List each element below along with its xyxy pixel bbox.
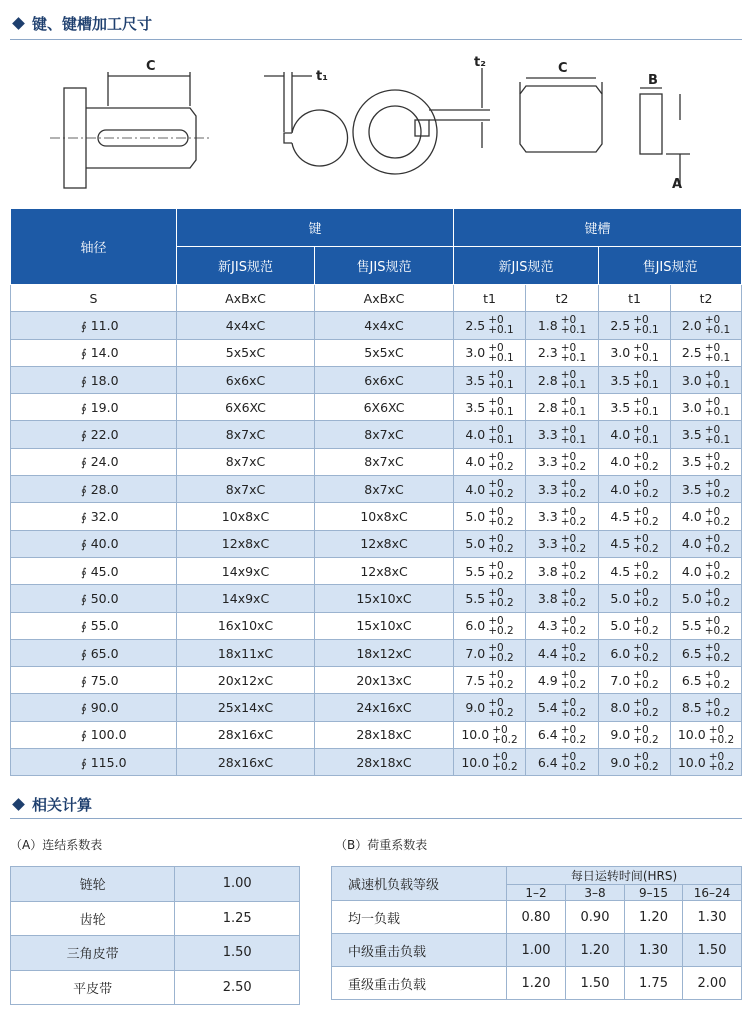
- key-size-new-cell: 8x7xC: [177, 421, 315, 448]
- t1-old-cell: 3.5 +0 +0.1: [599, 366, 671, 393]
- diamond-bullet-icon: [12, 17, 25, 30]
- key-size-new-cell: 8x7xC: [177, 448, 315, 475]
- table-row: [11, 366, 742, 393]
- table-row: [11, 530, 742, 557]
- t2-old-cell: 3.0 +0 +0.1: [671, 394, 742, 421]
- t2-old-cell: 5.5 +0 +0.2: [671, 612, 742, 639]
- table-row: [11, 585, 742, 612]
- table-row: [11, 503, 742, 530]
- shaft-diameter-cell: ∮ 11.0: [11, 312, 177, 339]
- key-size-new-cell: 16x10xC: [177, 612, 315, 639]
- t1-new-cell: 7.5 +0 +0.2: [454, 667, 526, 694]
- key-size-old-cell: 15x10xC: [315, 612, 454, 639]
- t2-new-cell: 3.8 +0 +0.2: [526, 557, 599, 584]
- t2-new-cell: 6.4 +0 +0.2: [526, 749, 599, 776]
- key-size-new-cell: 8x7xC: [177, 476, 315, 503]
- t2-old-cell: 3.5 +0 +0.2: [671, 476, 742, 503]
- subheader-key-old: AxBxC: [315, 285, 454, 312]
- key-size-old-cell: 8x7xC: [315, 448, 454, 475]
- key-size-new-cell: 14x9xC: [177, 585, 315, 612]
- t2-old-cell: 6.5 +0 +0.2: [671, 667, 742, 694]
- t1-old-cell: 4.0 +0 +0.2: [599, 448, 671, 475]
- t1-new-cell: 3.5 +0 +0.1: [454, 394, 526, 421]
- t1-new-cell: 10.0 +0 +0.2: [454, 721, 526, 748]
- t1-new-cell: 3.5 +0 +0.1: [454, 366, 526, 393]
- header-keyway: 键槽: [454, 209, 742, 247]
- t2-new-cell: 2.8 +0 +0.1: [526, 394, 599, 421]
- table-row: [11, 970, 300, 1005]
- table-row: [11, 394, 742, 421]
- t2-new-cell: 3.8 +0 +0.2: [526, 585, 599, 612]
- hours-column-header: 16–24: [683, 885, 742, 901]
- subheader-t2-new: t2: [526, 285, 599, 312]
- drive-type-cell: 平皮带: [11, 970, 175, 1005]
- load-factor-cell: 1.30: [625, 934, 683, 967]
- dim-a-label: A: [672, 177, 683, 192]
- shaft-diameter-cell: ∮ 18.0: [11, 366, 177, 393]
- t1-new-cell: 7.0 +0 +0.2: [454, 639, 526, 666]
- table-row: [332, 901, 742, 934]
- t2-old-cell: 4.0 +0 +0.2: [671, 503, 742, 530]
- diameter-icon: ∮: [81, 620, 87, 634]
- diameter-icon: ∮: [81, 565, 87, 579]
- dim-b-label: B: [648, 73, 658, 88]
- load-factor-cell: 1.00: [507, 934, 566, 967]
- diameter-icon: ∮: [81, 702, 87, 716]
- load-class-header: 减速机负载等级: [332, 867, 507, 901]
- t2-new-cell: 4.3 +0 +0.2: [526, 612, 599, 639]
- table-row: [11, 901, 300, 936]
- diameter-icon: ∮: [81, 756, 87, 770]
- table-row: [11, 421, 742, 448]
- shaft-diameter-cell: ∮ 19.0: [11, 394, 177, 421]
- t2-new-cell: 3.3 +0 +0.2: [526, 530, 599, 557]
- t2-new-cell: 3.3 +0 +0.2: [526, 503, 599, 530]
- key-size-new-cell: 10x8xC: [177, 503, 315, 530]
- key-size-old-cell: 8x7xC: [315, 421, 454, 448]
- key-size-new-cell: 6X6XC: [177, 394, 315, 421]
- factor-cell: 1.50: [175, 936, 300, 971]
- t2-new-cell: 4.9 +0 +0.2: [526, 667, 599, 694]
- dim-c-label: C: [146, 59, 156, 74]
- diameter-icon: ∮: [81, 456, 87, 470]
- t1-old-cell: 9.0 +0 +0.2: [599, 721, 671, 748]
- coupling-factor-table: [10, 866, 300, 1005]
- t2-old-cell: 3.5 +0 +0.2: [671, 448, 742, 475]
- t2-new-cell: 4.4 +0 +0.2: [526, 639, 599, 666]
- t1-new-cell: 4.0 +0 +0.2: [454, 448, 526, 475]
- subheader-t1-old: t1: [599, 285, 671, 312]
- t1-new-cell: 2.5 +0 +0.1: [454, 312, 526, 339]
- t1-old-cell: 5.0 +0 +0.2: [599, 612, 671, 639]
- table-row: [11, 339, 742, 366]
- table-a-caption: （A）连结系数表: [10, 838, 103, 852]
- shaft-diameter-cell: ∮ 55.0: [11, 612, 177, 639]
- t2-old-cell: 4.0 +0 +0.2: [671, 557, 742, 584]
- t1-new-cell: 5.0 +0 +0.2: [454, 503, 526, 530]
- diameter-icon: ∮: [81, 401, 87, 415]
- t2-old-cell: 10.0 +0 +0.2: [671, 721, 742, 748]
- t1-new-cell: 5.0 +0 +0.2: [454, 530, 526, 557]
- table-row: [11, 749, 742, 776]
- t2-old-cell: 8.5 +0 +0.2: [671, 694, 742, 721]
- t2-new-cell: 1.8 +0 +0.1: [526, 312, 599, 339]
- t2-new-cell: 5.4 +0 +0.2: [526, 694, 599, 721]
- key-size-new-cell: 6x6xC: [177, 366, 315, 393]
- diameter-icon: ∮: [81, 647, 87, 661]
- diameter-icon: ∮: [81, 538, 87, 552]
- table-row: [11, 936, 300, 971]
- diameter-icon: ∮: [81, 483, 87, 497]
- shaft-diameter-cell: ∮ 115.0: [11, 749, 177, 776]
- t1-old-cell: 6.0 +0 +0.2: [599, 639, 671, 666]
- t2-old-cell: 10.0 +0 +0.2: [671, 749, 742, 776]
- diameter-icon: ∮: [81, 511, 87, 525]
- shaft-diameter-cell: ∮ 65.0: [11, 639, 177, 666]
- subheader-t1-new: t1: [454, 285, 526, 312]
- t1-new-cell: 5.5 +0 +0.2: [454, 557, 526, 584]
- shaft-diameter-cell: ∮ 28.0: [11, 476, 177, 503]
- keyway-drawings: [50, 48, 710, 198]
- factor-cell: 1.25: [175, 901, 300, 936]
- section-divider: [10, 39, 742, 40]
- key-size-new-cell: 20x12xC: [177, 667, 315, 694]
- key-size-old-cell: 6x6xC: [315, 366, 454, 393]
- key-size-old-cell: 24x16xC: [315, 694, 454, 721]
- load-class-cell: 均一负载: [332, 901, 507, 934]
- load-factor-cell: 2.00: [683, 967, 742, 1000]
- shaft-diameter-cell: ∮ 24.0: [11, 448, 177, 475]
- table-row: [11, 639, 742, 666]
- key-size-old-cell: 10x8xC: [315, 503, 454, 530]
- table-row: [11, 557, 742, 584]
- load-factor-cell: 1.50: [683, 934, 742, 967]
- load-factor-cell: 1.20: [566, 934, 625, 967]
- load-class-cell: 中级重击负载: [332, 934, 507, 967]
- drive-type-cell: 链轮: [11, 867, 175, 902]
- load-factor-cell: 0.80: [507, 901, 566, 934]
- diameter-icon: ∮: [81, 429, 87, 443]
- keyway-dimension-table: [10, 208, 742, 776]
- key-size-new-cell: 12x8xC: [177, 530, 315, 557]
- section-title-calculation: 相关计算: [14, 794, 92, 815]
- table-row: [11, 312, 742, 339]
- hours-column-header: 3–8: [566, 885, 625, 901]
- table-row: [11, 721, 742, 748]
- table-row: [332, 967, 742, 1000]
- factor-cell: 2.50: [175, 970, 300, 1005]
- shaft-diameter-cell: ∮ 32.0: [11, 503, 177, 530]
- load-factor-cell: 1.30: [683, 901, 742, 934]
- key-size-old-cell: 6X6XC: [315, 394, 454, 421]
- table-row: [11, 476, 742, 503]
- shaft-diameter-cell: ∮ 50.0: [11, 585, 177, 612]
- key-size-old-cell: 12x8xC: [315, 557, 454, 584]
- dim-t1-label: t₁: [316, 69, 328, 84]
- t1-old-cell: 4.0 +0 +0.2: [599, 476, 671, 503]
- diameter-icon: ∮: [81, 374, 87, 388]
- t2-old-cell: 5.0 +0 +0.2: [671, 585, 742, 612]
- diamond-bullet-icon: [12, 798, 25, 811]
- key-size-old-cell: 15x10xC: [315, 585, 454, 612]
- t1-old-cell: 9.0 +0 +0.2: [599, 749, 671, 776]
- t1-old-cell: 2.5 +0 +0.1: [599, 312, 671, 339]
- table-row: [11, 867, 300, 902]
- key-size-old-cell: 18x12xC: [315, 639, 454, 666]
- t1-new-cell: 3.0 +0 +0.1: [454, 339, 526, 366]
- key-size-new-cell: 4x4xC: [177, 312, 315, 339]
- shaft-diameter-cell: ∮ 14.0: [11, 339, 177, 366]
- t2-new-cell: 6.4 +0 +0.2: [526, 721, 599, 748]
- shaft-diameter-cell: ∮ 90.0: [11, 694, 177, 721]
- diameter-icon: ∮: [81, 319, 87, 333]
- hours-column-header: 9–15: [625, 885, 683, 901]
- diameter-icon: ∮: [81, 592, 87, 606]
- load-factor-cell: 1.50: [566, 967, 625, 1000]
- t2-old-cell: 4.0 +0 +0.2: [671, 530, 742, 557]
- t1-old-cell: 4.0 +0 +0.1: [599, 421, 671, 448]
- header-key: 键: [177, 209, 454, 247]
- load-factor-cell: 1.75: [625, 967, 683, 1000]
- section-title-keyway: 键、键槽加工尺寸: [14, 13, 152, 34]
- key-size-old-cell: 5x5xC: [315, 339, 454, 366]
- t1-old-cell: 4.5 +0 +0.2: [599, 557, 671, 584]
- t1-old-cell: 7.0 +0 +0.2: [599, 667, 671, 694]
- header-old-jis: 售JIS规范: [315, 247, 454, 285]
- key-size-old-cell: 8x7xC: [315, 476, 454, 503]
- key-size-new-cell: 18x11xC: [177, 639, 315, 666]
- key-size-new-cell: 5x5xC: [177, 339, 315, 366]
- key-size-old-cell: 28x18xC: [315, 749, 454, 776]
- key-size-new-cell: 14x9xC: [177, 557, 315, 584]
- t1-new-cell: 10.0 +0 +0.2: [454, 749, 526, 776]
- key-size-old-cell: 4x4xC: [315, 312, 454, 339]
- t2-new-cell: 2.3 +0 +0.1: [526, 339, 599, 366]
- t1-old-cell: 3.5 +0 +0.1: [599, 394, 671, 421]
- t1-new-cell: 4.0 +0 +0.2: [454, 476, 526, 503]
- table-row: [332, 934, 742, 967]
- shaft-diameter-cell: ∮ 22.0: [11, 421, 177, 448]
- diameter-icon: ∮: [81, 729, 87, 743]
- load-factor-cell: 0.90: [566, 901, 625, 934]
- load-class-cell: 重级重击负载: [332, 967, 507, 1000]
- t1-new-cell: 4.0 +0 +0.1: [454, 421, 526, 448]
- header-shaft: 轴径: [11, 209, 177, 285]
- t1-new-cell: 6.0 +0 +0.2: [454, 612, 526, 639]
- table-b-caption: （B）荷重系数表: [335, 838, 428, 852]
- key-size-new-cell: 25x14xC: [177, 694, 315, 721]
- key-size-new-cell: 28x16xC: [177, 749, 315, 776]
- daily-hours-header: 每日运转时间(HRS): [507, 867, 742, 885]
- t1-new-cell: 5.5 +0 +0.2: [454, 585, 526, 612]
- t2-new-cell: 3.3 +0 +0.2: [526, 476, 599, 503]
- key-size-old-cell: 20x13xC: [315, 667, 454, 694]
- header-new-jis-keyway: 新JIS规范: [454, 247, 599, 285]
- t1-new-cell: 9.0 +0 +0.2: [454, 694, 526, 721]
- t2-old-cell: 3.0 +0 +0.1: [671, 366, 742, 393]
- subheader-key-new: AxBxC: [177, 285, 315, 312]
- dim-t2-label: t₂: [474, 55, 486, 70]
- hours-column-header: 1–2: [507, 885, 566, 901]
- table-row: [11, 694, 742, 721]
- load-factor-cell: 1.20: [625, 901, 683, 934]
- t1-old-cell: 4.5 +0 +0.2: [599, 530, 671, 557]
- shaft-diameter-cell: ∮ 45.0: [11, 557, 177, 584]
- header-new-jis: 新JIS规范: [177, 247, 315, 285]
- section-divider: [10, 818, 742, 819]
- table-row: [11, 448, 742, 475]
- diameter-icon: ∮: [81, 674, 87, 688]
- t2-old-cell: 2.5 +0 +0.1: [671, 339, 742, 366]
- t1-old-cell: 3.0 +0 +0.1: [599, 339, 671, 366]
- shaft-diameter-cell: ∮ 75.0: [11, 667, 177, 694]
- t1-old-cell: 8.0 +0 +0.2: [599, 694, 671, 721]
- shaft-diameter-cell: ∮ 40.0: [11, 530, 177, 557]
- load-factor-cell: 1.20: [507, 967, 566, 1000]
- t1-old-cell: 4.5 +0 +0.2: [599, 503, 671, 530]
- header-old-jis-keyway: 售JIS规范: [599, 247, 742, 285]
- t2-new-cell: 2.8 +0 +0.1: [526, 366, 599, 393]
- dim-c2-label: C: [558, 61, 568, 76]
- t2-new-cell: 3.3 +0 +0.1: [526, 421, 599, 448]
- t2-new-cell: 3.3 +0 +0.2: [526, 448, 599, 475]
- table-row: [11, 612, 742, 639]
- t2-old-cell: 2.0 +0 +0.1: [671, 312, 742, 339]
- t2-old-cell: 3.5 +0 +0.1: [671, 421, 742, 448]
- key-size-old-cell: 28x18xC: [315, 721, 454, 748]
- shaft-diameter-cell: ∮ 100.0: [11, 721, 177, 748]
- key-size-old-cell: 12x8xC: [315, 530, 454, 557]
- t2-old-cell: 6.5 +0 +0.2: [671, 639, 742, 666]
- subheader-t2-old: t2: [671, 285, 742, 312]
- drive-type-cell: 三角皮带: [11, 936, 175, 971]
- drive-type-cell: 齿轮: [11, 901, 175, 936]
- load-factor-table: [331, 866, 742, 1000]
- factor-cell: 1.00: [175, 867, 300, 902]
- table-row: [11, 667, 742, 694]
- diameter-icon: ∮: [81, 347, 87, 361]
- t1-old-cell: 5.0 +0 +0.2: [599, 585, 671, 612]
- subheader-s: S: [11, 285, 177, 312]
- key-size-new-cell: 28x16xC: [177, 721, 315, 748]
